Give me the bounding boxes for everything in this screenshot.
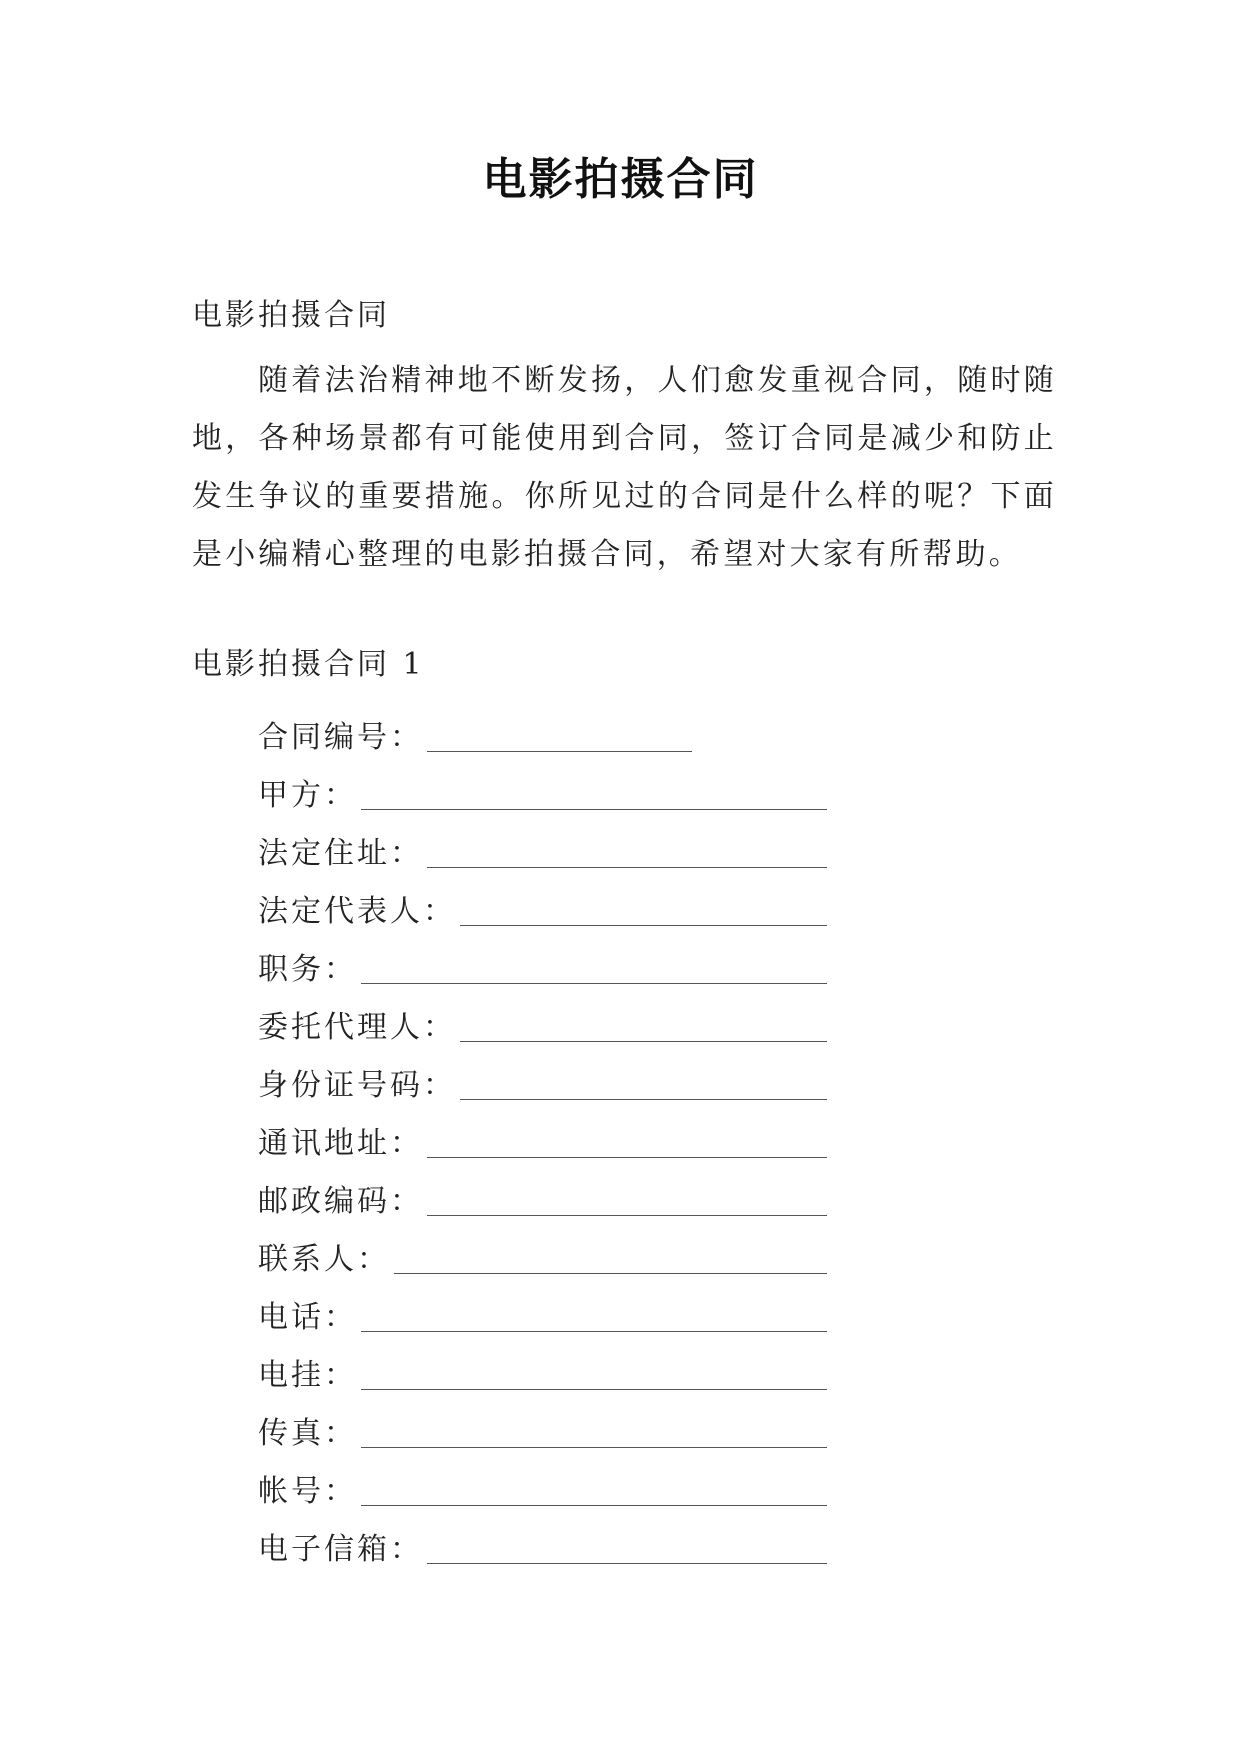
intro-paragraph: 随着法治精神地不断发扬，人们愈发重视合同，随时随地，各种场景都有可能使用到合同，签订合同是减少和防止发生争议的重要措施。你所见过的合同是什么样的呢？下面是小编精心整理的电影拍摄合同，希望对大家有所帮助。 bbox=[192, 363, 1057, 572]
field-label: 邮政编码： bbox=[258, 1184, 423, 1219]
field-account-number bbox=[258, 1459, 858, 1517]
field-position bbox=[258, 937, 858, 995]
field-label: 电子信箱： bbox=[258, 1532, 423, 1567]
field-label: 帐号： bbox=[258, 1474, 357, 1509]
field-mailing-address bbox=[258, 1111, 858, 1169]
field-email bbox=[258, 1517, 858, 1575]
blank-line[interactable] bbox=[427, 1529, 827, 1564]
field-contract-number bbox=[258, 705, 858, 763]
blank-line[interactable] bbox=[361, 1355, 827, 1390]
field-label: 联系人： bbox=[258, 1242, 390, 1277]
field-label: 甲方： bbox=[258, 778, 357, 813]
blank-line[interactable] bbox=[427, 1181, 827, 1216]
field-label: 电挂： bbox=[258, 1358, 357, 1393]
blank-line[interactable] bbox=[460, 1065, 827, 1100]
field-label: 传真： bbox=[258, 1416, 357, 1451]
field-contact-person bbox=[258, 1227, 858, 1285]
field-party-a bbox=[258, 763, 858, 821]
document-title: 电影拍摄合同 bbox=[482, 154, 759, 205]
blank-line[interactable] bbox=[427, 1123, 827, 1158]
blank-line[interactable] bbox=[361, 1297, 827, 1332]
field-label: 合同编号： bbox=[258, 720, 423, 755]
field-label: 法定住址： bbox=[258, 836, 423, 871]
field-id-number bbox=[258, 1053, 858, 1111]
field-fax bbox=[258, 1401, 858, 1459]
field-label: 身份证号码： bbox=[258, 1068, 456, 1103]
field-legal-address bbox=[258, 821, 858, 879]
field-authorized-agent bbox=[258, 995, 858, 1053]
blank-line[interactable] bbox=[361, 1413, 827, 1448]
section-heading: 电影拍摄合同 bbox=[192, 298, 390, 333]
contract-heading: 电影拍摄合同 1 bbox=[192, 647, 425, 682]
field-label: 电话： bbox=[258, 1300, 357, 1335]
blank-line[interactable] bbox=[394, 1239, 827, 1274]
blank-line[interactable] bbox=[361, 775, 827, 810]
field-phone bbox=[258, 1285, 858, 1343]
field-label: 职务： bbox=[258, 952, 357, 987]
field-postal-code bbox=[258, 1169, 858, 1227]
field-label: 通讯地址： bbox=[258, 1126, 423, 1161]
blank-line[interactable] bbox=[427, 717, 692, 752]
blank-line[interactable] bbox=[427, 833, 827, 868]
field-label: 委托代理人： bbox=[258, 1010, 456, 1045]
field-label: 法定代表人： bbox=[258, 894, 456, 929]
blank-line[interactable] bbox=[460, 1007, 827, 1042]
field-legal-representative bbox=[258, 879, 858, 937]
blank-line[interactable] bbox=[361, 1471, 827, 1506]
contract-fields bbox=[258, 705, 858, 1575]
blank-line[interactable] bbox=[460, 891, 827, 926]
field-telegraph bbox=[258, 1343, 858, 1401]
blank-line[interactable] bbox=[361, 949, 827, 984]
